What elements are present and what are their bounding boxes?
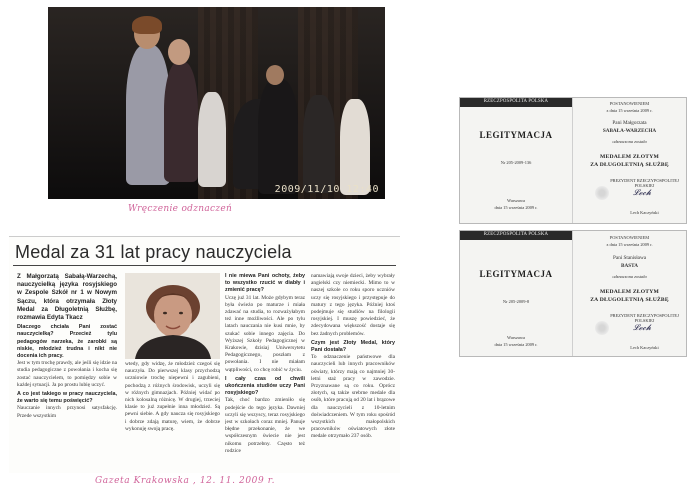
president-signature: 𝓛𝓮𝓬𝓱 xyxy=(633,323,652,332)
legitymacja-title: LEGITYMACJA xyxy=(479,269,553,279)
certificate-left-page xyxy=(460,231,573,356)
question-1: Dlaczego chciała Pani zostać nauczycielką? Przecież tylu pedagogów narzeka, że zarobki są niskie, młodzież trudna i nikt nie docenia ich pracy. xyxy=(17,324,117,360)
decision-header: POSTANOWIENIEM xyxy=(609,235,650,240)
ceremony-photo xyxy=(48,7,385,199)
question-3: I nie miewa Pani ochoty, żeby to wszystko rzucić w diabły i zmienić pracę? xyxy=(225,273,305,294)
seal-icon xyxy=(595,186,609,200)
article-column-1 xyxy=(17,273,117,469)
decision-header: POSTANOWIENIEM xyxy=(609,101,650,106)
medal-name-line-2: ZA DŁUGOLETNIĄ SŁUŻBĘ xyxy=(590,297,669,303)
issue-date: dnia 15 września 2009 r. xyxy=(494,342,538,347)
answer-5: namawiają swoje dzieci, żeby wybrały angielski czy niemiecki. Mimo to w naszej szkole co roku sporo uczniów uczy się rosyjskiego i przystępuje do matury z tego języka. Później ktoś podejmuje się studiów na filologii rosyjskiej. I muszę powiedzieć, że zdecydowana większość dostaje się bez żadnych problemów. xyxy=(311,273,395,337)
question-2: A co jest takiego w pracy nauczyciela, że warto się temu poświęcić? xyxy=(17,391,117,405)
question-4: I cały czas od chwili ukończenia studiów uczy Pani rosyjskiego? xyxy=(225,375,305,397)
article-headline: Medal za 31 lat pracy nauczyciela xyxy=(15,242,292,262)
republic-header: RZECZPOSPOLITA POLSKA xyxy=(483,99,549,104)
medal-name-line-1: MEDALEM ZŁOTYM xyxy=(600,289,659,295)
article-column-4 xyxy=(311,273,395,469)
article-column-3 xyxy=(225,273,305,469)
president-signature: 𝓛𝓮𝓬𝓱 xyxy=(633,188,652,197)
certificate-number: Nr 205-2009-136 xyxy=(500,160,532,165)
certificate-right-page xyxy=(573,98,686,223)
place: Warszawa xyxy=(507,335,525,340)
recipient-first-name: Pani Stanisława xyxy=(613,255,646,261)
teacher-portrait xyxy=(125,273,220,359)
president-title: PREZYDENT RZECZYPOSPOLITEJ POLSKIEJ xyxy=(610,178,679,188)
photo-caption: Wręczenie odznaczeń xyxy=(128,204,233,214)
certificate-1 xyxy=(459,97,687,224)
legitymacja-title: LEGITYMACJA xyxy=(479,130,553,140)
person-head xyxy=(168,39,190,65)
answer-3: Uczę już 31 lat. Może gdybym teraz była świeżo po maturze i miała zdawać na studia, to rozważyłabym też inne możliwości. Ale po tylu latach nauczania nie kusi mnie, by szukać sobie innego zajęcia. Do Wyższej Szkoły Pedagogicznej w Krakowie, dzisiaj Uniwersytetu Pedagogicznego, poszłam z powołania. I nie miałam wątpliwości, co chcę robić w życiu. xyxy=(225,294,305,373)
column-2-text: wtedy, gdy widzę, że młodzież czegoś się nauczyła. Do pierwszej klasy przychodzą uczniowie trochę niepewni i zagubieni, pochodzą z różnych środowisk, uczyli się w różnych gimnazjach. Później widać po nich kolosalną różnicę. W drugiej, trzeciej klasie to już zupełnie inna młodzież. Są pewni siebie. A gdy naucza się rosyjskiego i dobrze zdają maturę, wiem, że dobrze wykonuję swoją pracę. xyxy=(125,361,220,432)
man-dark-suit xyxy=(258,79,298,194)
recipient-first-name: Pani Małgorzata xyxy=(612,120,647,126)
republic-header: RZECZPOSPOLITA POLSKA xyxy=(483,232,549,237)
headline-rule xyxy=(13,265,396,266)
recipient-surname: SABAŁA-WARZECHA xyxy=(602,128,657,134)
awarded-text: odznaczona została xyxy=(612,274,647,279)
article-lead: Z Małgorzatą Sabałą-Warzechą, nauczycielką języka rosyjskiego w Zespole Szkół nr 1 w Nowym Sączu, która otrzymała Złoty Medal za Długoletnią Służbę, rozmawia Edyta Tkacz xyxy=(17,273,117,322)
recipient-surname: BASTA xyxy=(621,263,638,269)
awarded-text: odznaczona została xyxy=(612,139,647,144)
woman-hair xyxy=(132,16,162,34)
newspaper-clipping xyxy=(9,236,400,473)
certificate-number: Nr 205-2009-8 xyxy=(502,299,530,304)
president-name: Lech Kaczyński xyxy=(630,210,659,215)
medal-name-line-1: MEDALEM ZŁOTYM xyxy=(600,154,659,160)
certificate-right-page xyxy=(573,231,686,356)
medal-name-line-2: ZA DŁUGOLETNIĄ SŁUŻBĘ xyxy=(590,162,669,168)
certificate-left-page xyxy=(460,98,573,223)
portrait-image xyxy=(125,273,220,359)
decision-date: z dnia 15 września 2009 r. xyxy=(606,108,653,113)
person-light xyxy=(340,99,370,195)
question-5: Czym jest Złoty Medal, który Pani dostała? xyxy=(311,339,395,354)
article-column-2 xyxy=(125,361,220,469)
answer-4: Tak, choć bardzo zmieniło się podejście do tego języka. Dawniej uczyli się wszyscy, teraz rosyjskiego jest w szkołach coraz mniej. Panuje błędne przekonanie, że we współczesnym świecie nie jest nikomu potrzebny. Często też rodzice xyxy=(225,397,305,454)
issue-date: dnia 15 września 2009 r. xyxy=(494,205,538,210)
place: Warszawa xyxy=(507,198,525,203)
person-second xyxy=(164,62,198,182)
president-name: Lech Kaczyński xyxy=(630,345,659,350)
photo-timestamp: 2009/11/10 12:40 xyxy=(274,184,379,195)
person-white xyxy=(198,92,226,187)
man-head xyxy=(266,65,284,85)
president-title: PREZYDENT RZECZYPOSPOLITEJ POLSKIEJ xyxy=(610,313,679,323)
seal-icon xyxy=(595,321,609,335)
certificate-2 xyxy=(459,230,687,357)
audience xyxy=(303,95,335,193)
answer-1: Jest w tym trochę prawdy, ale jeśli się idzie na studia pedagogiczne z powołania i kocha się zostać nauczycielem, to pomiędzy sobie w każdej sytuacji. Ja po prostu lubię uczyć. xyxy=(17,360,117,388)
answer-2: Nauczanie innych przynosi satysfakcję. Przede wszystkim xyxy=(17,405,117,419)
decision-date: z dnia 15 września 2009 r. xyxy=(606,242,653,247)
newspaper-source: Gazeta Krakowska , 12. 11. 2009 r. xyxy=(95,476,276,486)
answer-6: To odznaczenie państwowe dla nauczycieli lub innych pracowników oświaty, którzy mają co najmniej 30-letni staż pracy w zawodzie. Przyznawane są co roku. Oprócz złotych, są także srebrne medale dla osób, które pracują od 20 lat i brązowe dla nauczycieli z 10-letnim doświadczeniem. W tym roku spośród wszystkich małopolskich pracowników oświatowych złote medale otrzymało 237 osób. xyxy=(311,354,395,440)
